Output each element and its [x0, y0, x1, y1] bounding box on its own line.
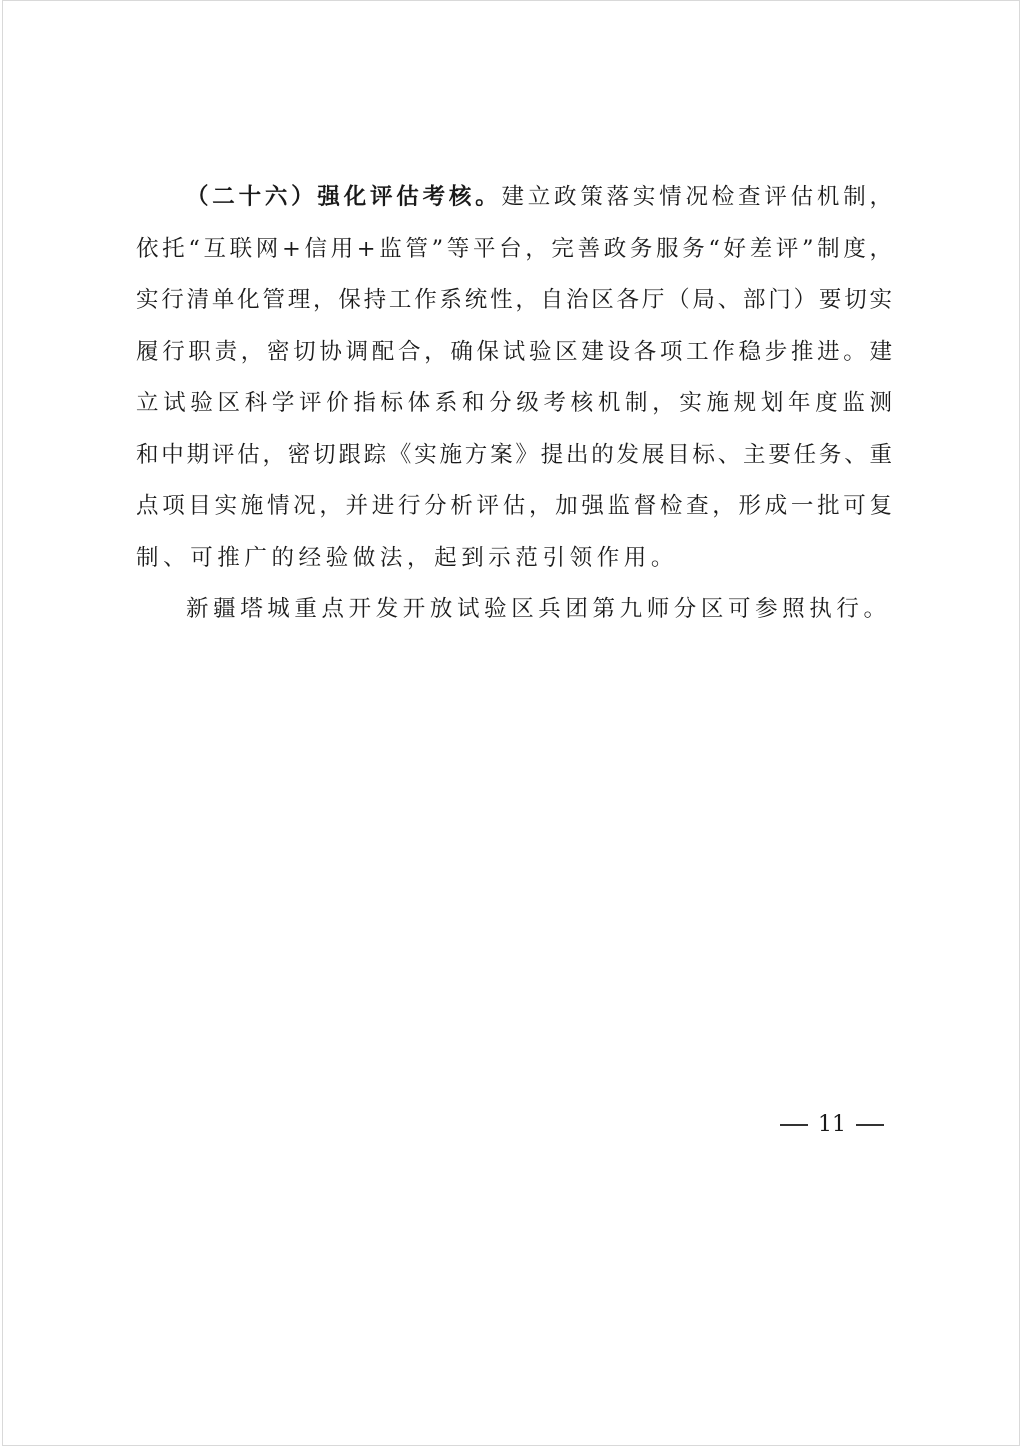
paragraph-line: 实行清单化管理，保持工作系统性，自治区各厅（局、部门）要切实: [136, 287, 892, 313]
paragraph-line: 立试验区科学评价指标体系和分级考核机制，实施规划年度监测: [136, 390, 892, 416]
paragraph-line: [136, 172, 892, 224]
paragraph-line: 依托“互联网+信用+监管”等平台，完善政务服务“好差评”制度，: [136, 235, 892, 262]
right-dash: [856, 1124, 884, 1125]
paragraph-line: 履行职责，密切协调配合，确保试验区建设各项工作稳步推进。建: [136, 338, 892, 365]
page-footer: [770, 1110, 880, 1140]
left-dash: [780, 1124, 808, 1125]
paragraph-2: 新疆塔城重点开发开放试验区兵团第九师分区可参照执行。: [186, 596, 891, 622]
paragraph-line: 和中期评估，密切跟踪《实施方案》提出的发展目标、主要任务、重: [136, 441, 892, 468]
section-heading: （二十六）强化评估考核。: [186, 184, 502, 210]
paragraph-line: 点项目实施情况，并进行分析评估，加强监督检查，形成一批可复: [136, 493, 892, 519]
document-body: [136, 172, 892, 636]
paragraph-line: 制、可推广的经验做法，起到示范引领作用。: [136, 544, 679, 571]
page-number: 11: [818, 1112, 846, 1137]
paragraph-text: 建立政策落实情况检查评估机制，: [501, 184, 892, 210]
